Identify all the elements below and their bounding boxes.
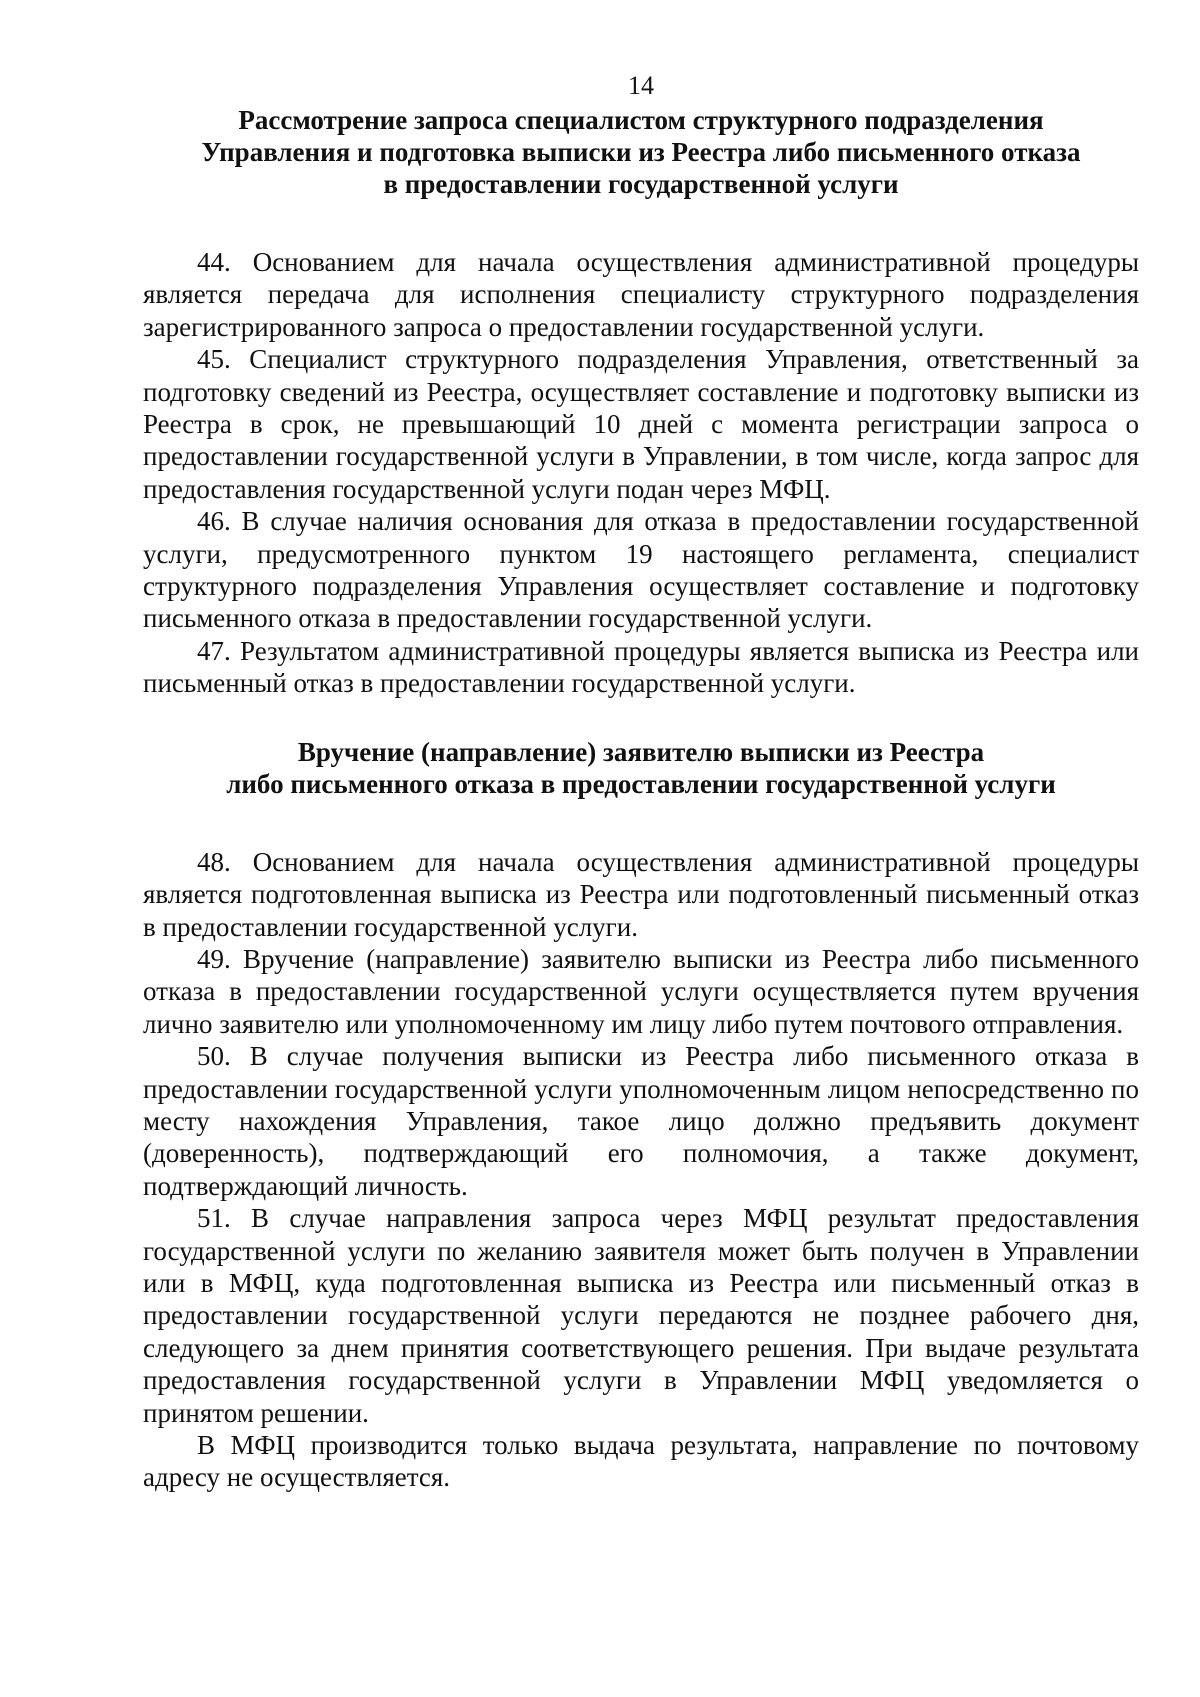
paragraph-48: 48. Основанием для начала осуществления административной процедуры является подготовленная выписка из Реестра или подготовленный письменный отказ в предоставлении государственной услуги.	[143, 846, 1139, 942]
paragraph-46: 46. В случае наличия основания для отказа в предоставлении государственной услуги, предусмотренного пунктом 19 настоящего регламента, специалист структурного подразделения Управления осуществляет составление и подготовку письменного отказа в предоставлении государственной услуги.	[143, 506, 1139, 634]
section-title-line: Вручение (направление) заявителю выписки из Реестра	[297, 736, 985, 767]
section-title-line: в предоставлении государственной услуги	[383, 169, 899, 199]
section-title-line: Управления и подготовка выписки из Реестра либо письменного отказа	[201, 137, 1081, 167]
section-delivery	[143, 736, 1139, 1494]
section-title	[143, 104, 1139, 200]
page-number: 14	[628, 71, 654, 100]
paragraph-47: 47. Результатом административной процедуры является выписка из Реестра или письменный отказ в предоставлении государственной услуги.	[143, 635, 1139, 699]
paragraph-44: 44. Основанием для начала осуществления административной процедуры является передача для исполнения специалисту структурного подразделения зарегистрированного запроса о предоставлении государственной услуги.	[143, 247, 1139, 342]
section-title-line: Рассмотрение запроса специалистом структурного подразделения	[238, 105, 1044, 135]
section-title	[143, 736, 1139, 800]
paragraph-49: 49. Вручение (направление) заявителю выписки из Реестра либо письменного отказа в предоставлении государственной услуги осуществляется путем вручения лично заявителю или уполномоченному им лицу либо путем почтового отправления.	[143, 943, 1139, 1039]
paragraph-50: 50. В случае получения выписки из Реестра либо письменного отказа в предоставлении государственной услуги уполномоченным лицом непосредственно по месту нахождения Управления, такое лицо должно предъявить документ (доверенность), подтверждающий его полномочия, а также документ, подтверждающий личность.	[143, 1041, 1139, 1201]
document-page	[143, 70, 1139, 1494]
section-title-line: либо письменного отказа в предоставлении государственной услуги	[226, 768, 1056, 799]
section-review-request	[143, 104, 1139, 700]
paragraph-51: 51. В случае направления запроса через МФЦ результат предоставления государственной услуги по желанию заявителя может быть получен в Управлении или в МФЦ, куда подготовленная выписка из Реестра или письменный отказ в предоставлении государственной услуги передаются не позднее рабочего дня, следующего за днем принятия соответствующего решения. При выдаче результата предоставления государственной услуги в Управлении МФЦ уведомляется о принятом решении.	[143, 1203, 1139, 1428]
paragraph-51-continuation: В МФЦ производится только выдача результата, направление по почтовому адресу не осуществляется.	[143, 1430, 1139, 1493]
paragraph-45: 45. Специалист структурного подразделения Управления, ответственный за подготовку сведений из Реестра, осуществляет составление и подготовку выписки из Реестра в срок, не превышающий 10 дней с момента регистрации запроса о предоставлении государственной услуги в Управлении, в том числе, когда запрос для предоставления государственной услуги подан через МФЦ.	[143, 344, 1139, 504]
